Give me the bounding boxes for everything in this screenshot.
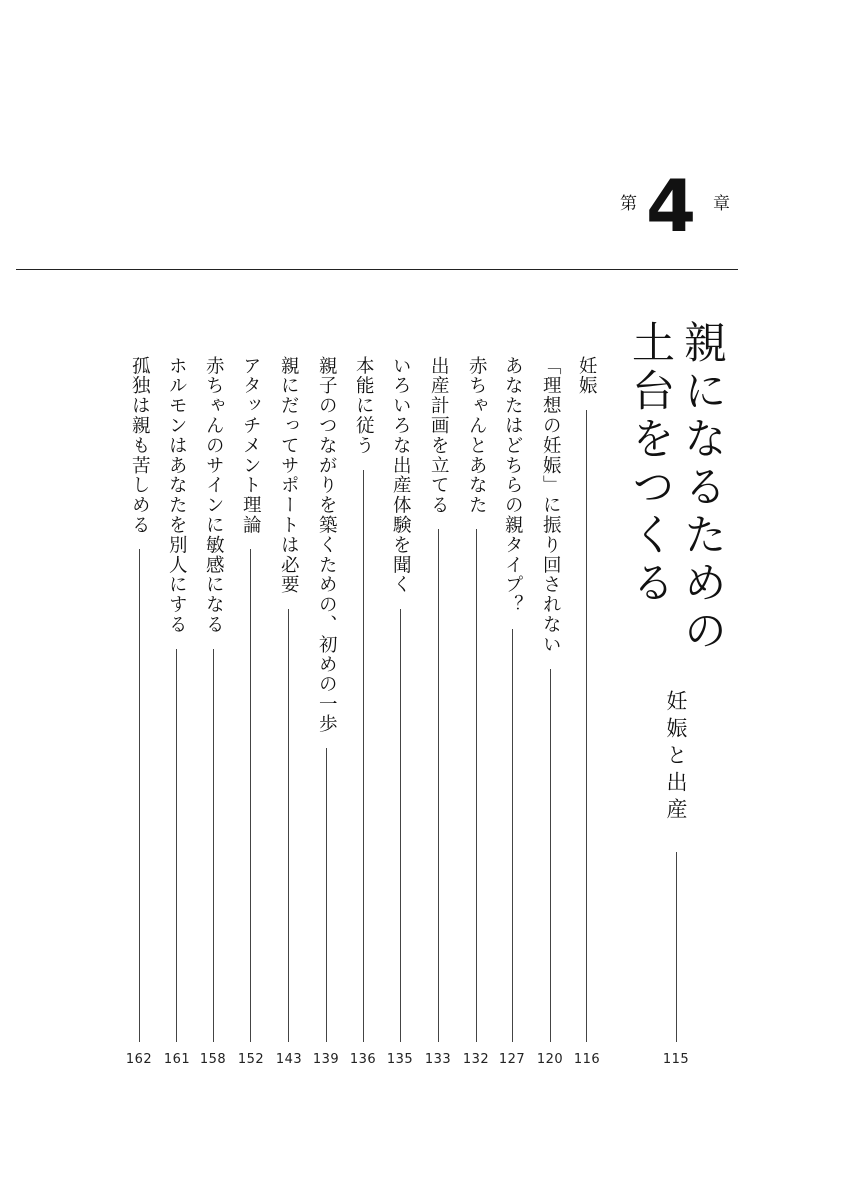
subtitle-leader-line	[676, 852, 677, 1042]
toc-entry[interactable]	[384, 356, 416, 595]
toc-leader-line	[550, 669, 551, 1043]
toc-entry-title: あなたはどちらの親タイプ？	[502, 356, 524, 615]
toc-page-number: 135	[386, 1052, 414, 1067]
toc-leader-line	[400, 609, 401, 1042]
toc-page-number: 139	[312, 1052, 340, 1067]
toc-leader-line	[512, 629, 513, 1042]
toc-page-number: 162	[125, 1052, 153, 1067]
toc-entry[interactable]	[160, 356, 192, 635]
toc-entry[interactable]	[570, 356, 602, 396]
subtitle-page-number: 115	[662, 1052, 690, 1067]
toc-page-number: 133	[424, 1052, 452, 1067]
toc-leader-line	[363, 470, 364, 1043]
toc-page-number: 143	[275, 1052, 303, 1067]
toc-page-number: 120	[536, 1052, 564, 1067]
chapter-number: 4	[646, 164, 697, 248]
toc-leader-line	[250, 549, 251, 1042]
header-rule	[16, 269, 738, 270]
toc-entry[interactable]	[310, 356, 342, 734]
toc-leader-line	[326, 748, 327, 1042]
toc-leader-line	[176, 649, 177, 1042]
toc-leader-line	[586, 410, 587, 1042]
chapter-prefix: 第	[620, 194, 637, 214]
toc-entry[interactable]	[460, 356, 492, 515]
toc-entry[interactable]	[197, 356, 229, 635]
toc-page-number: 132	[462, 1052, 490, 1067]
toc-leader-line	[476, 529, 477, 1042]
toc-leader-line	[213, 649, 214, 1042]
toc-page-number: 127	[498, 1052, 526, 1067]
toc-entry[interactable]	[496, 356, 528, 615]
toc-entry[interactable]	[534, 356, 566, 655]
toc-page-number: 161	[163, 1052, 191, 1067]
toc-entry[interactable]	[123, 356, 155, 535]
toc-leader-line	[139, 549, 140, 1042]
chapter-title-line2: 土台をつくる	[625, 320, 675, 608]
toc-entry-title: 妊娠	[576, 356, 598, 396]
toc-leader-line	[438, 529, 439, 1042]
toc-entry[interactable]	[347, 356, 379, 456]
toc-page-number: 116	[573, 1052, 601, 1067]
toc-entry-title: いろいろな出産体験を聞く	[390, 356, 412, 595]
chapter-suffix: 章	[713, 194, 730, 214]
toc-entry-title: 孤独は親も苦しめる	[129, 356, 151, 536]
toc-entry-title: 赤ちゃんのサインに敏感になる	[203, 356, 225, 635]
toc-entry[interactable]	[234, 356, 266, 535]
toc-page-number: 136	[349, 1052, 377, 1067]
chapter-title-line1: 親になるための	[677, 320, 727, 656]
toc-entry-title: 赤ちゃんとあなた	[466, 356, 488, 516]
toc-leader-line	[288, 609, 289, 1042]
toc-entry-title: 出産計画を立てる	[428, 356, 450, 516]
toc-entry-title: 「理想の妊娠」に振り回されない	[540, 356, 562, 655]
toc-entry-title: アタッチメント理論	[240, 356, 262, 536]
toc-page-number: 152	[237, 1052, 265, 1067]
section-subtitle[interactable]: 妊娠と出産	[664, 690, 688, 825]
toc-page-number: 158	[199, 1052, 227, 1067]
toc-entry-title: 本能に従う	[353, 356, 375, 456]
toc-entry-title: ホルモンはあなたを別人にする	[166, 356, 188, 635]
toc-entry[interactable]	[272, 356, 304, 595]
toc-entry[interactable]	[422, 356, 454, 515]
toc-entry-title: 親にだってサポートは必要	[278, 356, 300, 595]
toc-entry-title: 親子のつながりを築くための、初めの一歩	[316, 356, 338, 735]
